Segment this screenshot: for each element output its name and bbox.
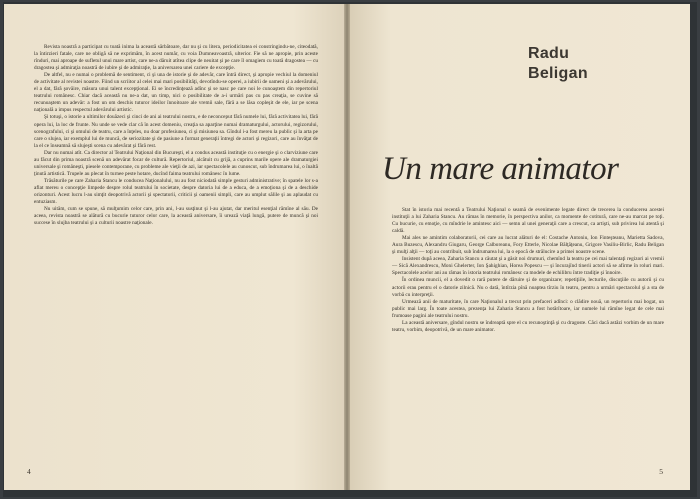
right-text-column bbox=[392, 207, 664, 447]
paragraph: Dar nu numai atît. Ca director al Teatrului Naţional din Bucureşti, el a condus această instituţie cu o energie şi o clarviziune care au făcut din prima noastră scenă un adevărat focar de cultură. Repertoriul, alcătuit cu grijă, a cuprins marile opere ale dramaturgiei universale şi româneşti, piesele contemporane, cu probleme ale vieţii de azi, iar spectacolele au cunoscut, sub îndrumarea lui, o înaltă ţinută artistică. Trupele au plecat în turnee peste hotare, ducînd faima teatrului românesc în lume. bbox=[34, 149, 318, 177]
page-number-left: 4 bbox=[27, 467, 31, 476]
article-title: Un mare animator bbox=[382, 151, 619, 187]
paragraph: Revista noastră a participat cu toată inima la această sărbătoare, dar nu şi cu litera, periodicitatea ei constringindu-ne, citeodată, la întirzieri fatale, care ne obligă să ne exprimăm, în acest număr, cu voia Dumneavoastră, ulterior. Fie să ne apropie, prin aceste rînduri, mai aproape de sufletul unui mare artist, care ne-a dăruit atîtea clipe de neuitat şi pe care îl omagiem cu toată dragostea — cu dragostea şi admiraţia noastră de iubire şi de admiraţie, la aniversarea unei cariere de excepţie. bbox=[34, 44, 318, 72]
paragraph: Insistent după aceea, Zaharia Stancu a căutat şi a găsit noi drumuri, chemînd la teatru pe cei mai talentaţi regizori ai vremii — Sică Alexandrescu, Moni Ghelerter, Ion Şahighian, Horea Popescu — şi încurajînd tinerii actori să se afirme în roluri mari. Spectacolele acelor ani au rămas în istoria teatrului românesc ca modele de echilibru între tradiţie şi înnoire. bbox=[392, 256, 664, 277]
paragraph: Nu uităm, cum se spune, să mulţumim celor care, prin ani, l-au susţinut şi l-au ajutat, dar meritul esenţial rămîne al său. De aceea, revista noastră se alătură cu bucurie tuturor celor care, la această aniversare, îi urează viaţă lungă, putere de muncă şi noi succese în slujba teatrului şi a culturii noastre naţionale. bbox=[34, 206, 318, 227]
author-first-name: Radu bbox=[528, 45, 570, 62]
right-page bbox=[350, 4, 690, 490]
paragraph: De altfel, nu e numai o problemă de sentiment, ci şi una de istorie şi de adevăr, care întră direct, şi apropie vechiul la domeniul de activitate al revistei noastre. Fiind un scriitor al celei mai mari posibilităţi, devotîndu-se operei, a iubirii de oameni şi a adevărului, el a dat, fără şovăire, măsura unui talent excepţional. Ei se încredinţează adînc şi se nasc pe care noi le cunoaştem din repertoriul teatrului românesc. Chiar dacă această nu ne-a dat, un timp, nici o posibilitate de a-i urmări pas cu pas creaţia, se cuvine să recunoaştem un adevăr: a fost un om deschis tuturor ideilor înnoitoare ale vremii sale, fără a se lăsa copleşit de ele, iar pe scena naţională a impus respectul adevărului artistic. bbox=[34, 72, 318, 114]
paragraph: În ordinea muncii, el a dovedit o rară putere de dăruire şi de organizare; repetiţiile, lecturile, discuţiile cu autorii şi cu actorii erau pentru el o datorie zilnică. Nu o dată, întîrzia pînă noaptea tîrziu în teatru, pentru a urmări spectacolul şi a sta de vorbă cu interpreţii. bbox=[392, 277, 664, 298]
left-text-column bbox=[34, 44, 318, 442]
paragraph: Mai ales ne amintim colaboratorii, cei care au lucrat alături de el: Costache Antoniu, Ion Finteşteanu, Marietta Sadova, Aura Buzescu, Alexandru Giugaru, George Calboreanu, Fory Etterle, Nicolae Bălţăţeanu, Grigore Vasiliu-Birlic, Radu Beligan şi mulţi alţii — toţi au contribuit, sub îndrumarea lui, la o epocă de strălucire a primei noastre scene. bbox=[392, 235, 664, 256]
left-page bbox=[4, 4, 344, 490]
paragraph: Urmează anii de maturitate, în care Naţionalul a trecut prin prefaceri adînci: o clădire nouă, un repertoriu mai bogat, un public mai larg. În toate acestea, prezenţa lui Zaharia Stancu a fost hotărîtoare, iar numele lui rămîne legat de cele mai frumoase pagini ale teatrului nostru. bbox=[392, 298, 664, 319]
author-last-name: Beligan bbox=[528, 65, 588, 82]
author-name bbox=[528, 44, 668, 84]
paragraph: La această aniversare, gîndul nostru se îndreaptă spre el cu recunoştinţă şi cu dragoste. Căci dacă astăzi vorbim de un mare teatru, vorbim, deopotrivă, de un mare animator. bbox=[392, 319, 664, 333]
paragraph: Şi totuşi, o istorie a ultimilor douăzeci şi cinci de ani ai teatrului nostru, e de neconceput fără numele lui, fără activitatea lui, fără opera lui, la loc de frunte. Nu unde se vede clar că în acest domeniu, creaţia sa aparţine numai dramaturgului, actorului, regizorului, scenografului, ci şi omului de teatru, care a înţeles, nu doar profesiunea, ci şi misiunea sa. Gîndul i-a fost mereu la public şi la arta pe care o slujea, iar exemplul lui de muncă, de seriozitate şi de pasiune a format generaţii întregi de actori şi regizori, care au învăţat de la el ce înseamnă să slujeşti scena cu adevărat şi fără rest. bbox=[34, 114, 318, 149]
page-number-right: 5 bbox=[659, 467, 663, 476]
paragraph: Stat în istoria mai recentă a Teatrului Naţional o seamă de evenimente legate direct de trecerea la conducerea acestei instituţii a lui Zaharia Stancu. Au rămas în memorie, în perspectiva anilor, ca momente de cotitură, care ne-au marcat pe toţi. Cu bucurie, cu emoţie, cu mîndrie le amintesc aici — semn al unei generaţii care a crescut, ca artişti, sub privirea lui atentă şi caldă. bbox=[392, 207, 664, 235]
paragraph: Trăsăturile pe care Zaharia Stancu le conducea Naţionalului, nu au fost niciodată simple gesturi administrative; în spatele lor s-a aflat mereu o concepţie limpede despre rolul teatrului în societate, despre datoria lui de a educa, de a emoţiona şi de a deschide orizonturi. Acest lucru l-au simţit deopotrivă actorii şi spectatorii, criticii şi oamenii simpli, care au umplut sălile şi au aplaudat cu entuziasm. bbox=[34, 177, 318, 206]
